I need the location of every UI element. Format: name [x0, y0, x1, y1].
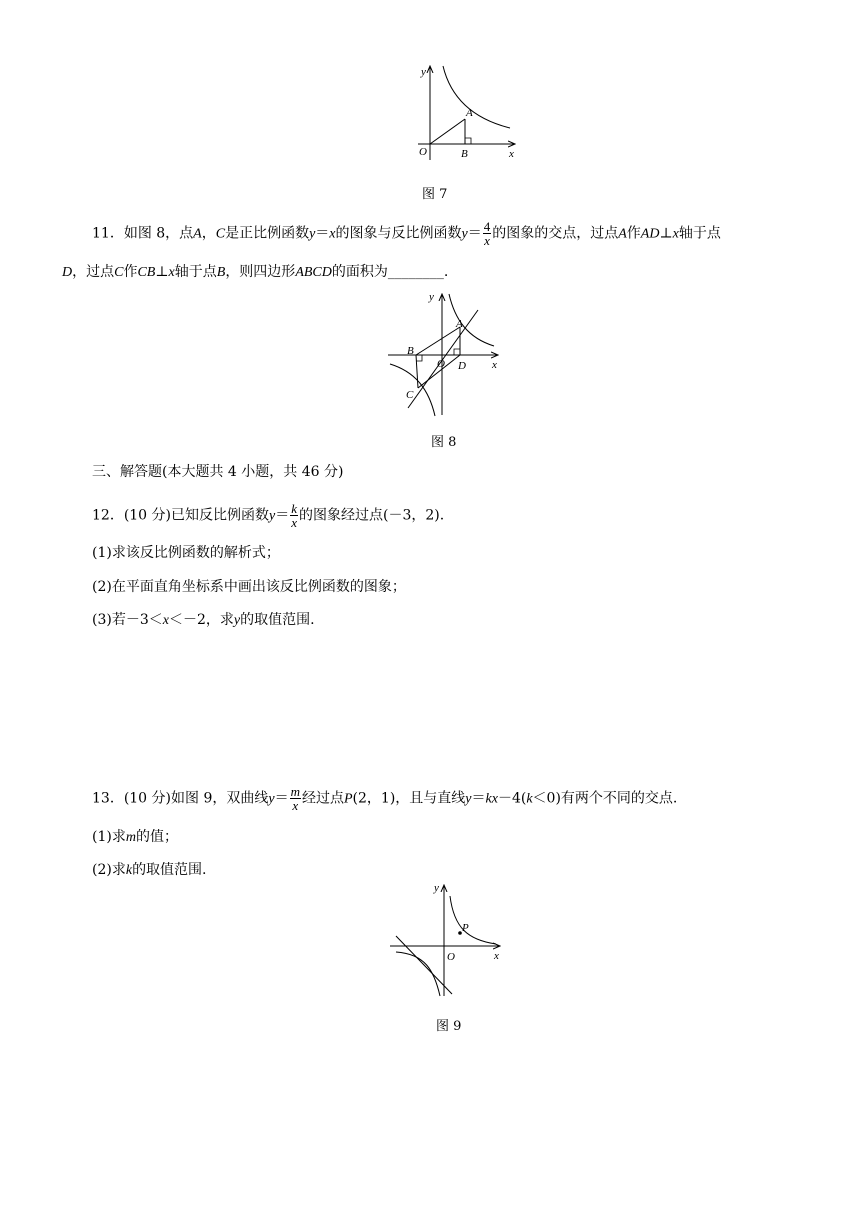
q12-part2: (2)在平面直角坐标系中画出该反比例函数的图象； — [92, 579, 406, 595]
fig8-right-angle-d — [454, 349, 460, 355]
fig9-label-y: y — [434, 882, 439, 894]
fig8-label-c: C — [406, 389, 414, 401]
q11-fraction: $\frac{4}{x}$ — [483, 219, 491, 248]
fig7-label-y: y — [421, 66, 426, 78]
figure-9 — [0, 870, 860, 1010]
fig7-segment-oa — [430, 119, 465, 144]
q12-fraction: $\frac{k}{x}$ — [291, 501, 298, 530]
fig9-label-o: O — [447, 951, 455, 963]
q13-fraction: $\frac{m}{x}$ — [290, 784, 300, 813]
fig7-hyperbola — [443, 66, 510, 128]
q12-part1: (1)求该反比例函数的解析式； — [92, 545, 280, 561]
q13-part2: (2)求k的取值范围. — [92, 862, 207, 878]
fig7-label-b: B — [461, 148, 468, 160]
q11-text: 11．如图 8，点 — [92, 225, 194, 242]
fig8-caption: 图 8 — [431, 435, 457, 450]
q13-line1: 13．(10 分)如图 9，双曲线y＝ $\frac{m}{x}$ 经过点P(2，1)，且与直线y＝kx－4(k＜0)有两个不同的交点. — [92, 784, 678, 813]
fig8-label-b: B — [407, 345, 414, 357]
q13-part1: (1)求m的值； — [92, 829, 178, 845]
fig7-label-o: O — [419, 146, 427, 158]
fig8-label-x: x — [492, 359, 497, 371]
figure-7 — [0, 0, 860, 200]
fig8-segment-bc — [416, 355, 418, 388]
q11-line1: 11．如图 8，点A，C是正比例函数y＝x的图象与反比例函数y＝ $\frac{4}{x}$ 的图象的交点，过点A作AD⊥x轴于点 — [92, 219, 721, 248]
fig7-right-angle — [465, 138, 471, 144]
q11-line2: D，过点C作CB⊥x轴于点B，则四边形ABCD的面积为________. — [62, 264, 449, 280]
q12-line1: 12．(10 分)已知反比例函数y＝ $\frac{k}{x}$ 的图象经过点(－3，2). — [92, 501, 445, 530]
fig7-label-x: x — [509, 148, 514, 160]
fig7-caption: 图 7 — [422, 187, 448, 202]
fig8-label-d: D — [458, 360, 466, 372]
figure-8 — [0, 280, 860, 430]
q12-part3: (3)若－3＜x＜－2，求y的取值范围. — [92, 612, 315, 628]
fig9-hyperbola-upper — [450, 896, 496, 944]
fig9-label-p: P — [462, 922, 469, 934]
fig9-caption: 图 9 — [436, 1019, 462, 1034]
fig8-right-angle-b — [416, 355, 422, 361]
fig8-segment-ab — [416, 327, 460, 355]
section-heading: 三、解答题(本大题共 4 小题，共 46 分) — [92, 464, 344, 480]
fig8-label-o: O — [437, 358, 445, 370]
fig8-label-a: A — [456, 318, 463, 330]
fig7-label-a: A — [466, 107, 473, 119]
fig9-label-x: x — [494, 950, 499, 962]
fig8-label-y: y — [429, 291, 434, 303]
